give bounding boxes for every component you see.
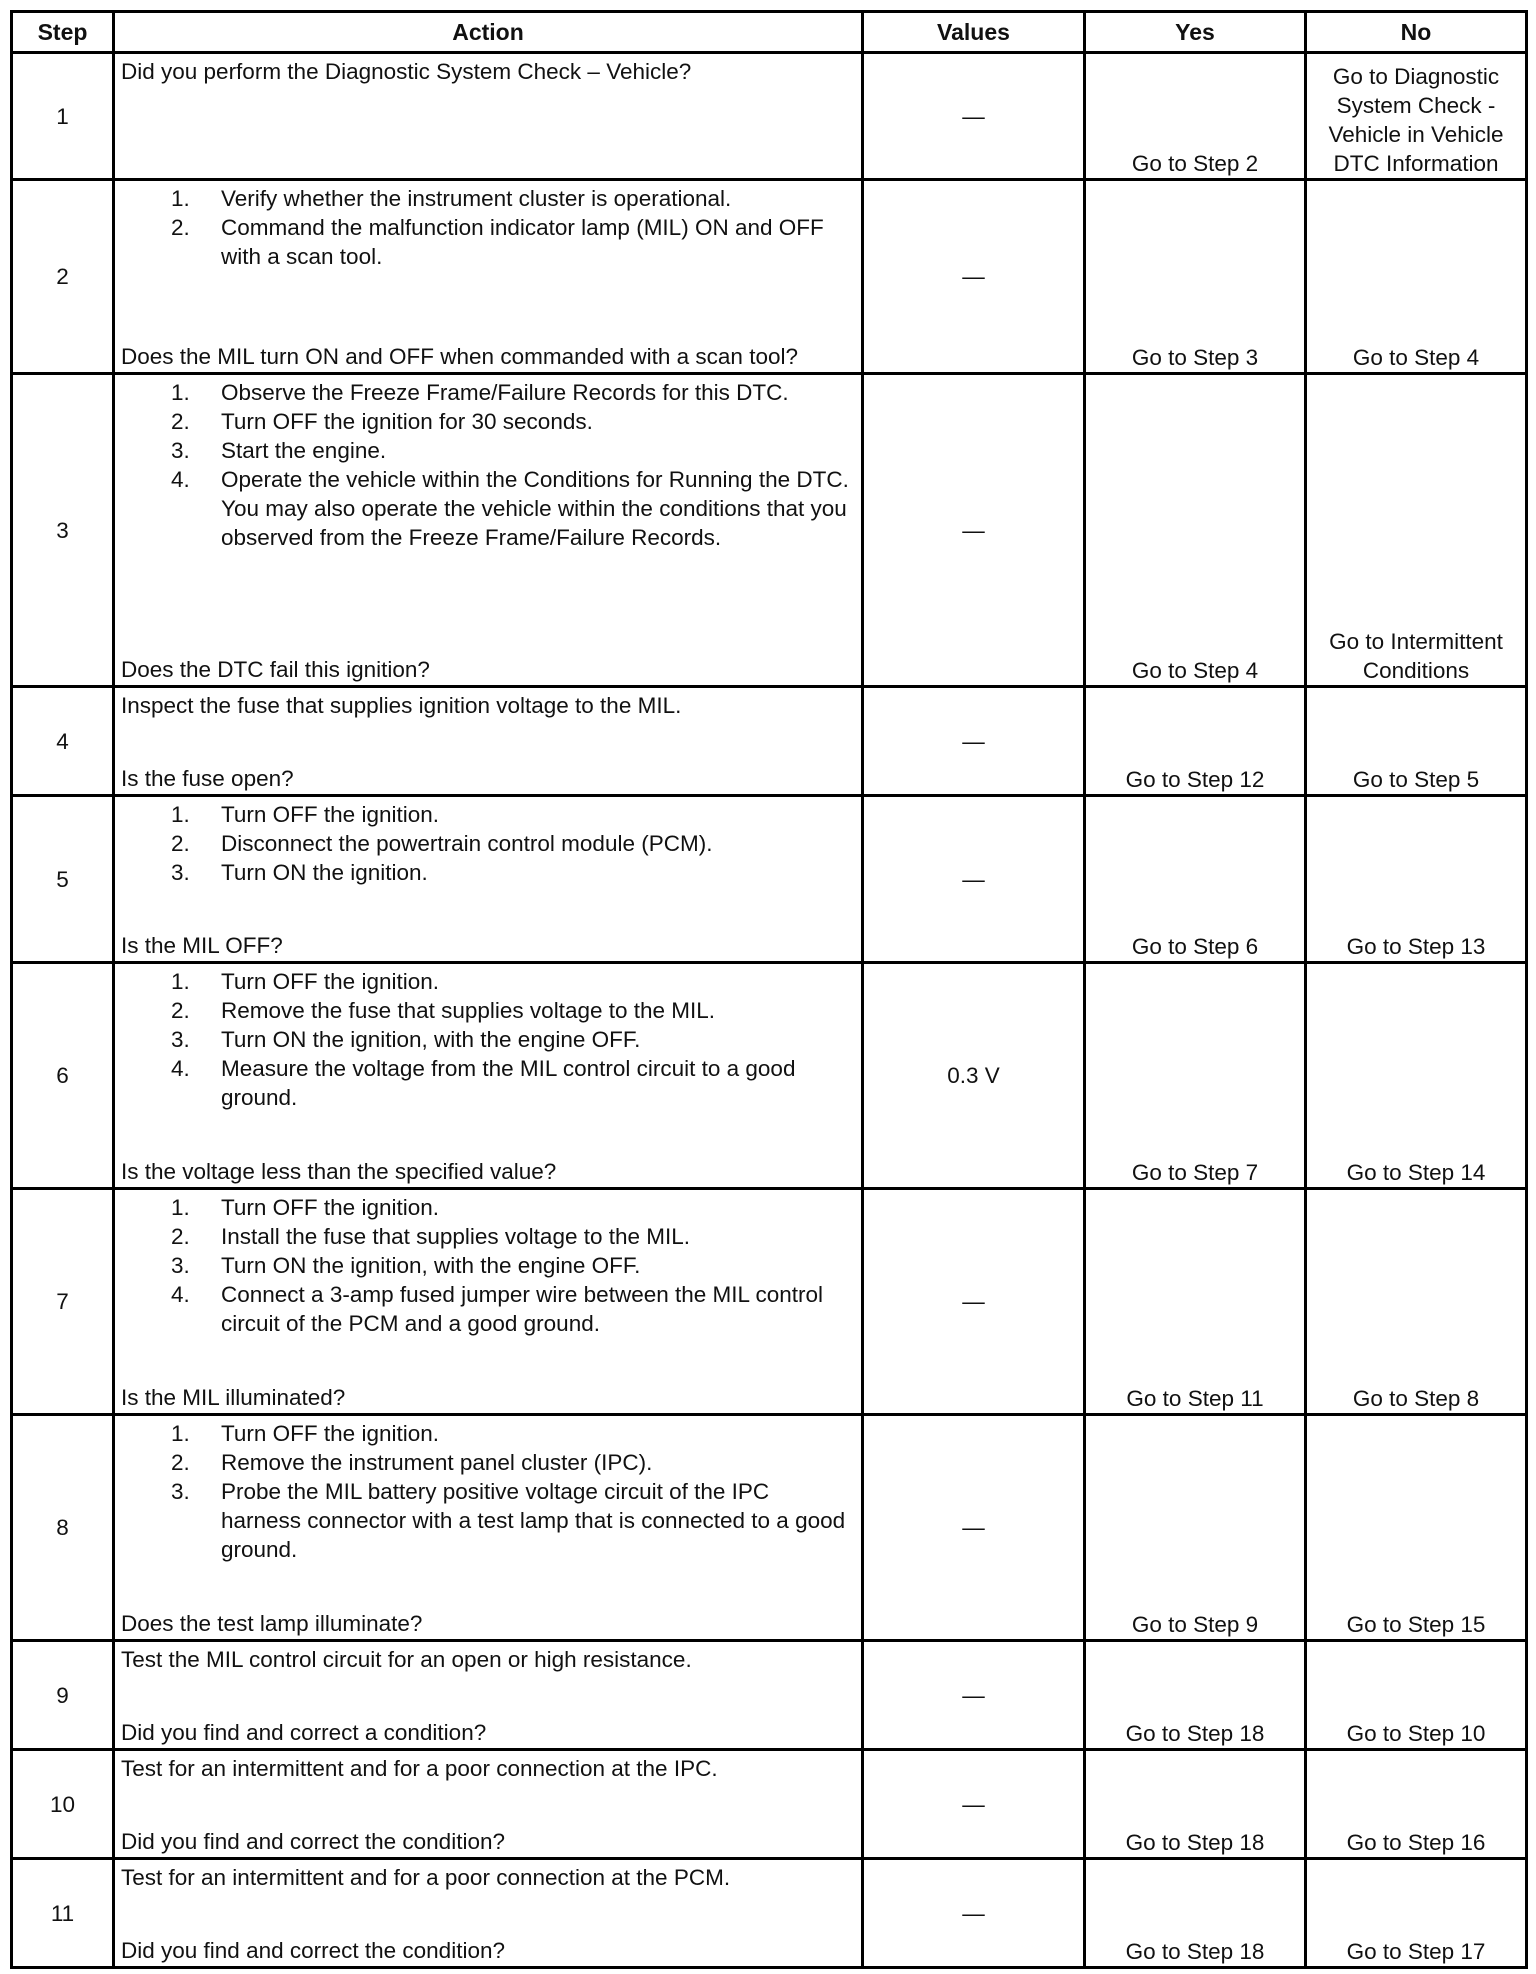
action-cell (114, 1415, 863, 1641)
action-step-number: 3. (171, 1253, 190, 1278)
action-instruction: Inspect the fuse that supplies ignition voltage to the MIL. (121, 693, 682, 718)
action-body (121, 691, 855, 720)
action-question: Did you find and correct a condition? (121, 1720, 487, 1745)
values-cell: — (863, 374, 1085, 687)
action-step-text: Operate the vehicle within the Conditions for Running the DTC. You may also operate the vehicle within the conditions that you observed from the Freeze Frame/Failure Records. (221, 467, 849, 550)
action-step-text: Install the fuse that supplies voltage to the MIL. (221, 1224, 691, 1249)
yes-link[interactable]: Go to Step 6 (1131, 934, 1259, 959)
values-cell: — (863, 796, 1085, 963)
action-step-text: Start the engine. (221, 438, 387, 463)
action-step-number: 2. (171, 831, 190, 856)
table-row (12, 1859, 1527, 1968)
action-body (121, 184, 855, 271)
action-step-number: 3. (171, 438, 190, 463)
step-number: 9 (12, 1641, 114, 1750)
yes-cell (1085, 1415, 1306, 1641)
action-step-text: Turn ON the ignition, with the engine OFF. (221, 1027, 641, 1052)
action-step-text: Disconnect the powertrain control module (PCM). (221, 831, 713, 856)
action-step-text: Observe the Freeze Frame/Failure Records for this DTC. (221, 380, 789, 405)
table-row (12, 1750, 1527, 1859)
action-body (121, 1754, 855, 1783)
action-question: Does the test lamp illuminate? (121, 1611, 423, 1636)
action-step-item (171, 407, 855, 436)
action-question: Does the DTC fail this ignition? (121, 657, 430, 682)
no-cell (1306, 53, 1527, 180)
action-step-number: 4. (171, 1282, 190, 1307)
action-instruction: Test for an intermittent and for a poor connection at the IPC. (121, 1756, 718, 1781)
action-step-number: 1. (171, 969, 190, 994)
action-step-text: Turn OFF the ignition. (221, 969, 440, 994)
action-step-number: 2. (171, 215, 190, 240)
action-body (121, 1419, 855, 1564)
no-cell (1306, 1750, 1527, 1859)
values-cell: — (863, 1750, 1085, 1859)
yes-cell (1085, 687, 1306, 796)
action-instruction: Test the MIL control circuit for an open or high resistance. (121, 1647, 692, 1672)
action-step-item (171, 967, 855, 996)
action-content (115, 1751, 861, 1857)
action-step-item (171, 1419, 855, 1448)
header-action: Action (114, 12, 863, 53)
diagnostic-table-container (10, 10, 1525, 1969)
action-step-item (171, 1054, 855, 1112)
action-step-item (171, 829, 855, 858)
yes-cell (1085, 1750, 1306, 1859)
action-steps-list (121, 184, 855, 271)
yes-cell (1085, 1859, 1306, 1968)
action-cell (114, 687, 863, 796)
yes-link[interactable]: Go to Step 4 (1131, 658, 1259, 683)
values-cell: 0.3 V (863, 963, 1085, 1189)
no-link[interactable]: Go to Step 10 (1346, 1721, 1486, 1746)
action-step-text: Command the malfunction indicator lamp (MIL) ON and OFF with a scan tool. (221, 215, 824, 269)
action-steps-list (121, 1193, 855, 1338)
action-step-text: Connect a 3-amp fused jumper wire between the MIL control circuit of the PCM and a good ground. (221, 1282, 823, 1336)
action-cell (114, 963, 863, 1189)
values-cell: — (863, 1641, 1085, 1750)
action-question: Is the MIL OFF? (121, 933, 283, 958)
action-step-text: Turn OFF the ignition. (221, 802, 440, 827)
action-step-number: 1. (171, 1421, 190, 1446)
step-number: 8 (12, 1415, 114, 1641)
step-number: 6 (12, 963, 114, 1189)
no-link[interactable]: Go to Step 8 (1352, 1386, 1480, 1411)
no-cell (1306, 180, 1527, 374)
action-body (121, 1863, 855, 1892)
yes-cell (1085, 53, 1306, 180)
yes-link[interactable]: Go to Step 11 (1126, 1386, 1264, 1411)
yes-cell (1085, 796, 1306, 963)
action-step-item (171, 858, 855, 887)
action-body (121, 378, 855, 552)
no-link[interactable]: Go to Step 15 (1346, 1612, 1486, 1637)
yes-link[interactable]: Go to Step 18 (1125, 1721, 1265, 1746)
action-step-number: 2. (171, 409, 190, 434)
no-link[interactable]: Go to Step 14 (1346, 1160, 1486, 1185)
no-link[interactable]: Go to Step 13 (1346, 934, 1486, 959)
table-row (12, 1415, 1527, 1641)
action-step-item (171, 1448, 855, 1477)
action-step-text: Turn ON the ignition. (221, 860, 428, 885)
values-cell: — (863, 1415, 1085, 1641)
step-number: 7 (12, 1189, 114, 1415)
action-step-text: Turn OFF the ignition. (221, 1421, 440, 1446)
yes-link[interactable]: Go to Step 18 (1125, 1939, 1265, 1964)
yes-link[interactable]: Go to Step 12 (1125, 767, 1265, 792)
yes-cell (1085, 374, 1306, 687)
table-row (12, 796, 1527, 963)
action-cell (114, 1641, 863, 1750)
action-step-item (171, 1193, 855, 1222)
action-step-number: 1. (171, 802, 190, 827)
action-cell (114, 1750, 863, 1859)
action-question: Is the voltage less than the specified value? (121, 1159, 557, 1184)
action-step-number: 3. (171, 1027, 190, 1052)
action-content (115, 375, 861, 685)
no-cell (1306, 687, 1527, 796)
no-cell (1306, 796, 1527, 963)
step-number: 1 (12, 53, 114, 180)
table-row (12, 374, 1527, 687)
action-step-number: 1. (171, 380, 190, 405)
action-step-text: Turn ON the ignition, with the engine OFF. (221, 1253, 641, 1278)
action-step-text: Turn OFF the ignition for 30 seconds. (221, 409, 593, 434)
action-body (121, 57, 855, 86)
yes-cell (1085, 963, 1306, 1189)
action-step-number: 2. (171, 1224, 190, 1249)
table-row (12, 53, 1527, 180)
action-step-item (171, 213, 855, 271)
no-cell (1306, 1415, 1527, 1641)
action-step-text: Turn OFF the ignition. (221, 1195, 440, 1220)
yes-cell (1085, 1641, 1306, 1750)
action-step-item (171, 1222, 855, 1251)
action-step-number: 4. (171, 1056, 190, 1081)
no-link[interactable]: Go to Intermittent Conditions (1329, 629, 1503, 683)
step-number: 10 (12, 1750, 114, 1859)
action-body (121, 967, 855, 1112)
no-cell (1306, 374, 1527, 687)
table-row (12, 687, 1527, 796)
no-cell (1306, 1859, 1527, 1968)
no-link[interactable]: Go to Step 16 (1346, 1830, 1486, 1855)
step-number: 11 (12, 1859, 114, 1968)
action-content (115, 1642, 861, 1748)
action-steps-list (121, 378, 855, 552)
action-steps-list (121, 1419, 855, 1564)
action-question: Did you find and correct the condition? (121, 1938, 505, 1963)
action-steps-list (121, 800, 855, 887)
action-step-item (171, 184, 855, 213)
action-question: Is the fuse open? (121, 766, 294, 791)
header-no: No (1306, 12, 1527, 53)
action-cell (114, 374, 863, 687)
no-link[interactable]: Go to Diagnostic System Check - Vehicle in Vehicle DTC Information (1328, 64, 1504, 176)
action-step-text: Verify whether the instrument cluster is operational. (221, 186, 732, 211)
action-content (115, 1416, 861, 1639)
action-step-number: 1. (171, 186, 190, 211)
no-cell (1306, 1189, 1527, 1415)
table-row (12, 1641, 1527, 1750)
diagnostic-table (10, 10, 1528, 1969)
action-cell (114, 1859, 863, 1968)
step-number: 4 (12, 687, 114, 796)
action-step-item (171, 436, 855, 465)
values-cell: — (863, 53, 1085, 180)
action-step-text: Remove the instrument panel cluster (IPC). (221, 1450, 653, 1475)
action-step-item (171, 800, 855, 829)
action-steps-list (121, 967, 855, 1112)
action-cell (114, 1189, 863, 1415)
action-question: Does the MIL turn ON and OFF when commanded with a scan tool? (121, 344, 798, 369)
action-step-number: 1. (171, 1195, 190, 1220)
values-cell: — (863, 1189, 1085, 1415)
action-instruction: Test for an intermittent and for a poor connection at the PCM. (121, 1865, 731, 1890)
action-content (115, 1860, 861, 1966)
action-cell (114, 796, 863, 963)
header-step: Step (12, 12, 114, 53)
action-body (121, 800, 855, 887)
action-cell (114, 180, 863, 374)
action-step-item (171, 1280, 855, 1338)
action-step-item (171, 1251, 855, 1280)
step-number: 5 (12, 796, 114, 963)
yes-link[interactable]: Go to Step 9 (1131, 1612, 1259, 1637)
action-body (121, 1193, 855, 1338)
yes-link[interactable]: Go to Step 3 (1131, 345, 1259, 370)
table-row (12, 963, 1527, 1189)
action-content (115, 688, 861, 794)
no-cell (1306, 963, 1527, 1189)
table-row (12, 180, 1527, 374)
header-row (12, 12, 1527, 53)
yes-link[interactable]: Go to Step 2 (1131, 151, 1259, 176)
action-content (115, 54, 861, 178)
no-link[interactable]: Go to Step 5 (1352, 767, 1480, 792)
header-yes: Yes (1085, 12, 1306, 53)
action-step-number: 2. (171, 1450, 190, 1475)
header-values: Values (863, 12, 1085, 53)
action-step-item (171, 1025, 855, 1054)
action-step-text: Remove the fuse that supplies voltage to the MIL. (221, 998, 716, 1023)
action-step-item (171, 996, 855, 1025)
action-step-number: 2. (171, 998, 190, 1023)
action-step-item (171, 378, 855, 407)
values-cell: — (863, 687, 1085, 796)
action-content (115, 964, 861, 1187)
yes-link[interactable]: Go to Step 18 (1125, 1830, 1265, 1855)
action-step-number: 3. (171, 860, 190, 885)
action-body (121, 1645, 855, 1674)
action-step-text: Probe the MIL battery positive voltage circuit of the IPC harness connector with a test lamp that is connected to a good ground. (221, 1479, 846, 1562)
action-question: Did you find and correct the condition? (121, 1829, 505, 1854)
action-content (115, 181, 861, 372)
no-link[interactable]: Go to Step 17 (1346, 1939, 1486, 1964)
yes-cell (1085, 1189, 1306, 1415)
table-row (12, 1189, 1527, 1415)
no-cell (1306, 1641, 1527, 1750)
action-cell (114, 53, 863, 180)
no-link[interactable]: Go to Step 4 (1352, 345, 1480, 370)
action-instruction: Did you perform the Diagnostic System Check – Vehicle? (121, 59, 692, 84)
step-number: 3 (12, 374, 114, 687)
action-step-item (171, 465, 855, 552)
action-step-number: 3. (171, 1479, 190, 1504)
action-content (115, 797, 861, 961)
action-step-item (171, 1477, 855, 1564)
action-content (115, 1190, 861, 1413)
yes-cell (1085, 180, 1306, 374)
action-question: Is the MIL illuminated? (121, 1385, 346, 1410)
values-cell: — (863, 180, 1085, 374)
step-number: 2 (12, 180, 114, 374)
action-step-text: Measure the voltage from the MIL control circuit to a good ground. (221, 1056, 796, 1110)
action-step-number: 4. (171, 467, 190, 492)
yes-link[interactable]: Go to Step 7 (1131, 1160, 1259, 1185)
values-cell: — (863, 1859, 1085, 1968)
